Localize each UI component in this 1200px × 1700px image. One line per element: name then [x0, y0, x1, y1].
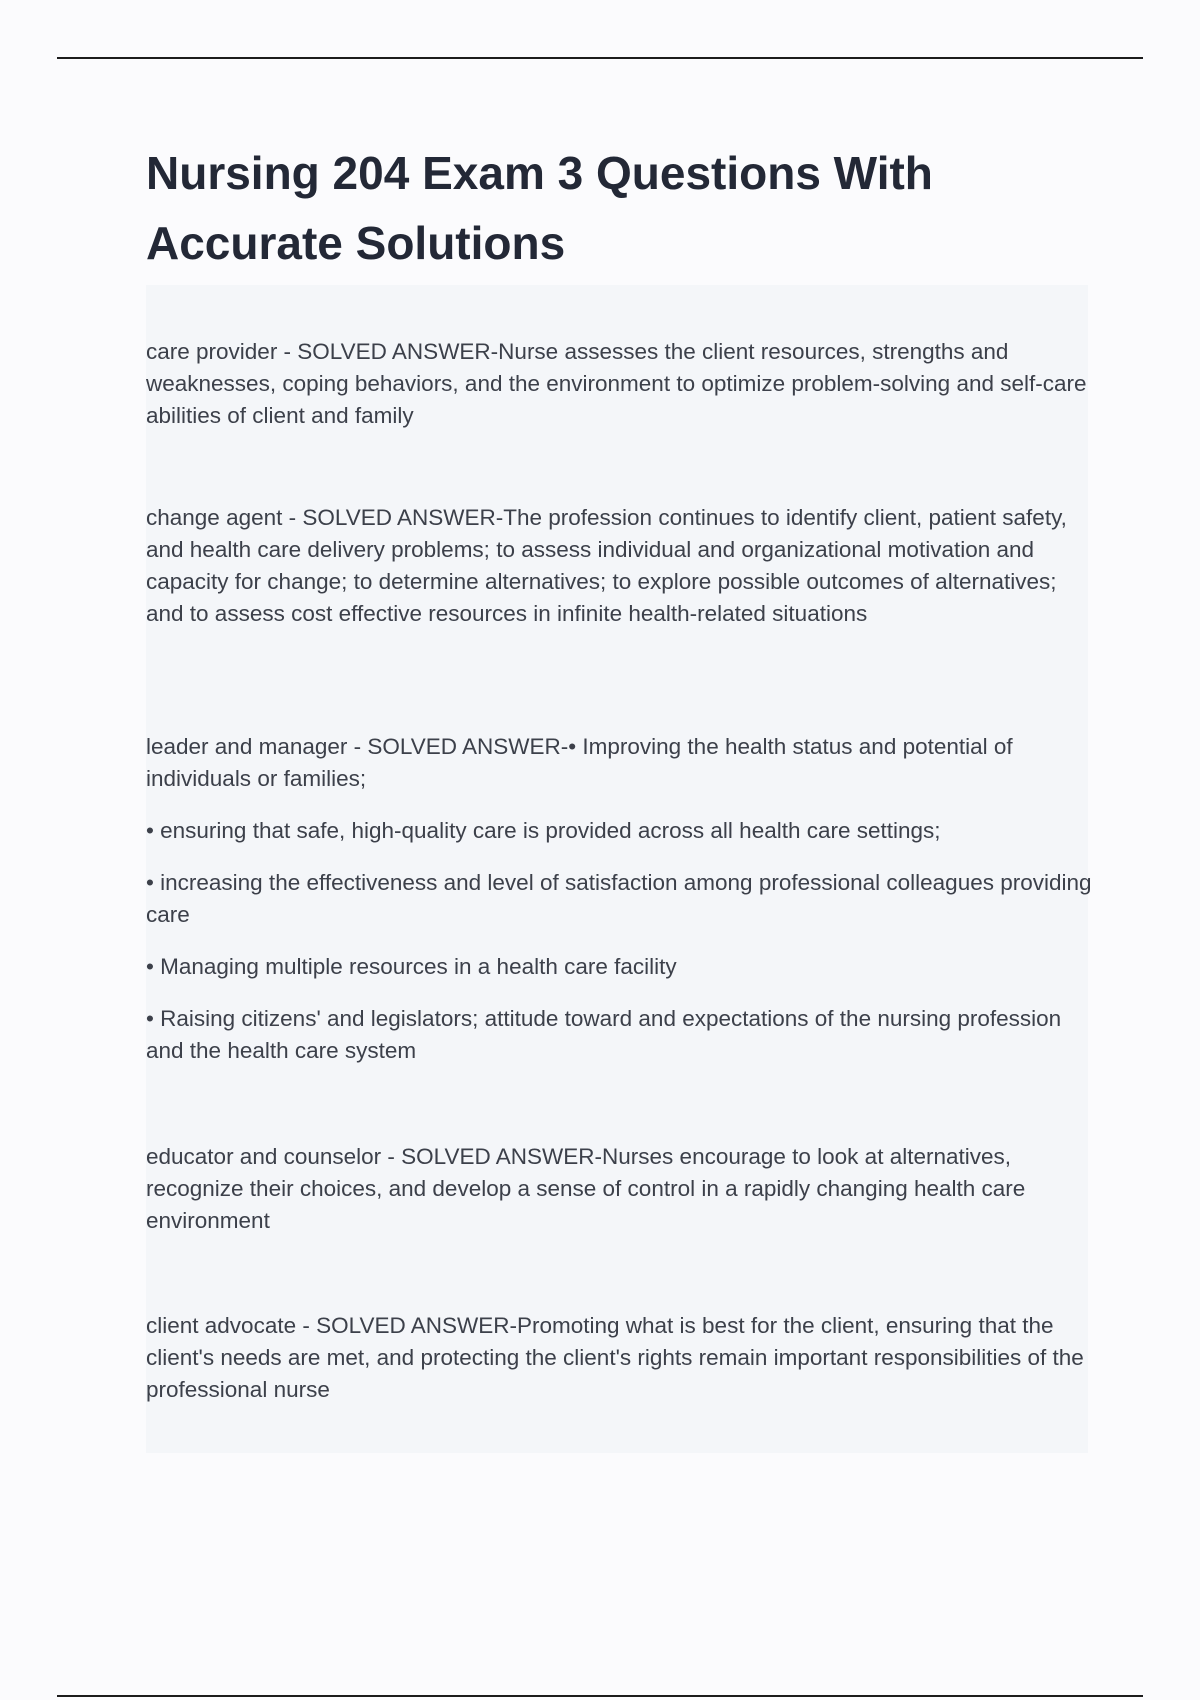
header-rule: [57, 57, 1143, 59]
entry-text: change agent - SOLVED ANSWER-The profession continues to identify client, patient safety, and health care delivery problems; to assess individual and organizational motivation and capacity for change; to determine alternatives; to explore possible outcomes of alternatives; and to assess cost effective resources in infinite health-related situations: [146, 505, 1067, 626]
bullet-item: • increasing the effectiveness and level of satisfaction among professional colleagues providing care: [146, 870, 1092, 927]
footer-rule: [57, 1695, 1143, 1697]
qa-entry-educator-counselor: [146, 1141, 1096, 1237]
document-title: Nursing 204 Exam 3 Questions With Accurate Solutions: [146, 147, 933, 269]
bullet-item: • Managing multiple resources in a health care facility: [146, 954, 677, 979]
entry-text: educator and counselor - SOLVED ANSWER-Nurses encourage to look at alternatives, recognize their choices, and develop a sense of control in a rapidly changing health care environment: [146, 1144, 1026, 1233]
entry-text: client advocate - SOLVED ANSWER-Promoting what is best for the client, ensuring that the client's needs are met, and protecting the client's rights remain important responsibilities of the professional nurse: [146, 1313, 1084, 1402]
qa-entry-client-advocate: [146, 1310, 1096, 1406]
bullet-item: • ensuring that safe, high-quality care is provided across all health care settings;: [146, 818, 941, 843]
entry-text: leader and manager - SOLVED ANSWER-• Improving the health status and potential of individuals or families;: [146, 734, 1013, 791]
qa-entry-leader-manager: [146, 731, 1096, 1067]
entry-text: care provider - SOLVED ANSWER-Nurse assesses the client resources, strengths and weaknesses, coping behaviors, and the environment to optimize problem-solving and self-care abilities of client and family: [146, 339, 1087, 428]
qa-entry-care-provider: [146, 336, 1096, 432]
bullet-item: • Raising citizens' and legislators; attitude toward and expectations of the nursing profession and the health care system: [146, 1006, 1062, 1063]
qa-entry-change-agent: [146, 502, 1096, 630]
